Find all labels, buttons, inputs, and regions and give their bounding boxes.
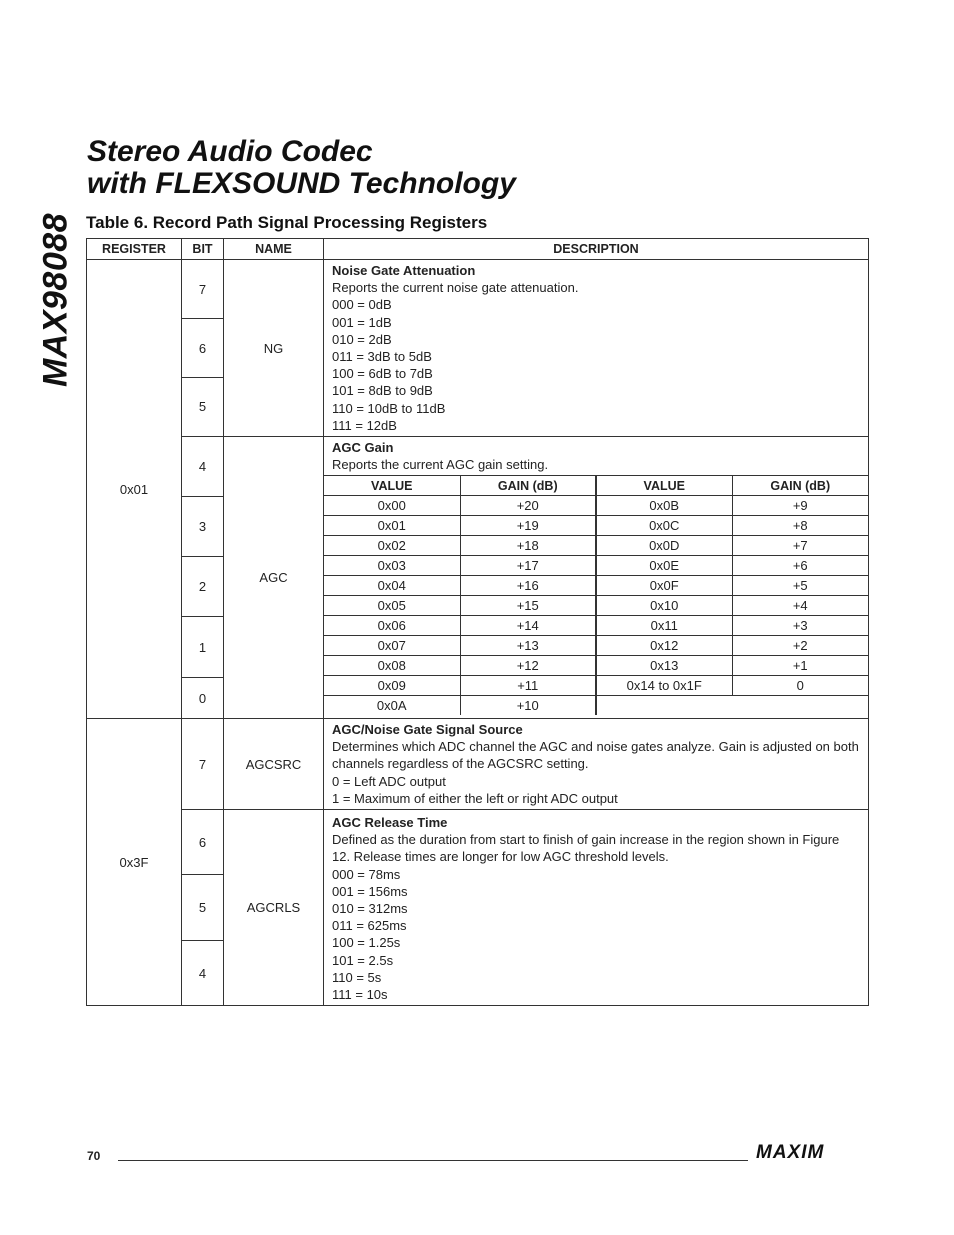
gain-value-cell: 0x01 (324, 516, 460, 536)
description-line: Determines which ADC channel the AGC and noise gates analyze. Gain is adjusted on both channels regardless of the AGCSRC setting. (332, 739, 859, 772)
gain-db-cell: +13 (460, 636, 596, 656)
description-line: 000 = 0dB (332, 297, 392, 313)
gain-table-row (324, 656, 868, 676)
side-part-number (36, 210, 76, 390)
maxim-logo-text: MAXIM (756, 1142, 825, 1163)
table-header-row (87, 239, 869, 260)
gain-value-cell: 0x0F (596, 576, 732, 596)
gain-db-cell: +5 (732, 576, 868, 596)
agc-description-head (324, 437, 868, 475)
description-line: Reports the current noise gate attenuation. (332, 280, 579, 296)
gain-table-row (324, 596, 868, 616)
gain-db-cell: +16 (460, 576, 596, 596)
bit-cell: 7 (182, 719, 224, 810)
bit-cell: 5 (182, 377, 224, 436)
description-line: 110 = 5s (332, 969, 382, 985)
gain-db-cell: +8 (732, 516, 868, 536)
gain-value-cell: 0x0B (596, 496, 732, 516)
gain-db-cell: +1 (732, 656, 868, 676)
gain-db-cell: +15 (460, 596, 596, 616)
gain-db-cell: +2 (732, 636, 868, 656)
gain-db-cell: +19 (460, 516, 596, 536)
header-description: DESCRIPTION (324, 239, 869, 260)
description-line: 001 = 1dB (332, 314, 392, 330)
description-title: Noise Gate Attenuation (332, 263, 476, 278)
description-line: 111 = 12dB (332, 417, 397, 433)
gain-db-cell: +6 (732, 556, 868, 576)
gain-table-row (324, 636, 868, 656)
bit-cell: 5 (182, 875, 224, 940)
gain-db-cell: +9 (732, 496, 868, 516)
description-line: 010 = 312ms (332, 901, 408, 917)
gain-db-cell: +14 (460, 616, 596, 636)
description-line: 111 = 10s (332, 987, 388, 1003)
gain-table-row (324, 616, 868, 636)
header-register: REGISTER (87, 239, 182, 260)
gain-table-empty-cell (596, 696, 868, 716)
gain-value-cell: 0x0E (596, 556, 732, 576)
gain-value-cell: 0x02 (324, 536, 460, 556)
description-line: 100 = 6dB to 7dB (332, 366, 433, 382)
gain-db-cell: +10 (460, 696, 596, 716)
gain-table-row (324, 536, 868, 556)
header-name: NAME (224, 239, 324, 260)
description-line: Defined as the duration from start to finish of gain increase in the region shown in Figure 12. Release times are longer for low AGC threshold levels. (332, 832, 840, 865)
name-cell: AGC (224, 437, 324, 719)
register-table (86, 238, 869, 1006)
gain-db-cell: +7 (732, 536, 868, 556)
gain-value-cell: 0x09 (324, 676, 460, 696)
table-caption: Table 6. Record Path Signal Processing Registers (86, 213, 488, 232)
register-cell: 0x3F (87, 719, 182, 1006)
gain-value-cell: 0x08 (324, 656, 460, 676)
table-row (87, 437, 869, 497)
table-row (87, 260, 869, 319)
description-title: AGC Release Time (332, 815, 448, 831)
name-cell: AGCSRC (224, 719, 324, 810)
table-row (87, 810, 869, 875)
gain-db-cell: +12 (460, 656, 596, 676)
header-bit: BIT (182, 239, 224, 260)
bit-cell: 6 (182, 810, 224, 875)
bit-cell: 3 (182, 497, 224, 557)
gain-header-value: VALUE (324, 476, 460, 496)
gain-table-header (324, 476, 868, 496)
gain-db-cell: +17 (460, 556, 596, 576)
gain-db-cell: +11 (460, 676, 596, 696)
agc-gain-table (324, 475, 868, 715)
gain-table-row (324, 556, 868, 576)
gain-db-cell: +20 (460, 496, 596, 516)
gain-db-cell: +18 (460, 536, 596, 556)
description-line: 100 = 1.25s (332, 935, 401, 951)
gain-value-cell: 0x05 (324, 596, 460, 616)
gain-table-body (324, 496, 868, 716)
register-cell: 0x01 (87, 260, 182, 719)
page-number: 70 (87, 1149, 101, 1163)
name-cell: NG (224, 260, 324, 437)
gain-header-gain: GAIN (dB) (460, 476, 596, 496)
description-line: 011 = 625ms (332, 918, 407, 934)
bit-cell: 4 (182, 940, 224, 1005)
gain-value-cell: 0x07 (324, 636, 460, 656)
gain-value-cell: 0x0D (596, 536, 732, 556)
gain-header-gain: GAIN (dB) (732, 476, 868, 496)
gain-table-row (324, 516, 868, 536)
gain-header-value: VALUE (596, 476, 732, 496)
gain-value-cell: 0x06 (324, 616, 460, 636)
description-line: 011 = 3dB to 5dB (332, 349, 432, 365)
description-cell (324, 810, 869, 1006)
footer-divider (118, 1160, 748, 1161)
gain-table-row (324, 576, 868, 596)
description-cell (324, 719, 869, 810)
gain-value-cell: 0x0C (596, 516, 732, 536)
description-line: 1 = Maximum of either the left or right ADC output (332, 790, 618, 806)
name-cell: AGCRLS (224, 810, 324, 1006)
description-line: 010 = 2dB (332, 331, 392, 347)
description-line: 110 = 10dB to 11dB (332, 400, 446, 416)
gain-table-row (324, 676, 868, 696)
gain-table-row (324, 496, 868, 516)
gain-value-cell: 0x11 (596, 616, 732, 636)
gain-db-cell: +3 (732, 616, 868, 636)
bit-cell: 2 (182, 557, 224, 617)
gain-value-cell: 0x14 to 0x1F (596, 676, 732, 696)
description-title: AGC Gain (332, 440, 394, 456)
gain-value-cell: 0x03 (324, 556, 460, 576)
bit-cell: 1 (182, 617, 224, 678)
gain-table-row (324, 696, 868, 716)
gain-db-cell: +4 (732, 596, 868, 616)
bit-cell: 4 (182, 437, 224, 497)
gain-db-cell: 0 (732, 676, 868, 696)
description-line: 0 = Left ADC output (332, 773, 446, 789)
description-line: 101 = 8dB to 9dB (332, 383, 433, 399)
gain-value-cell: 0x13 (596, 656, 732, 676)
bit-cell: 0 (182, 678, 224, 719)
gain-value-cell: 0x0A (324, 696, 460, 716)
document-title (87, 136, 516, 200)
gain-value-cell: 0x04 (324, 576, 460, 596)
table-row (87, 719, 869, 810)
bit-cell: 6 (182, 319, 224, 377)
description-line: 000 = 78ms (332, 866, 401, 882)
description-line: 101 = 2.5s (332, 952, 394, 968)
description-line: 001 = 156ms (332, 883, 408, 899)
side-part-number-text: MAX98088 (36, 212, 75, 388)
gain-value-cell: 0x00 (324, 496, 460, 516)
document-title-line-2: with FLEXSOUND Technology (87, 167, 516, 200)
description-cell (324, 260, 869, 437)
gain-value-cell: 0x12 (596, 636, 732, 656)
gain-value-cell: 0x10 (596, 596, 732, 616)
bit-cell: 7 (182, 260, 224, 319)
maxim-logo (756, 1144, 868, 1162)
description-line: Reports the current AGC gain setting. (332, 457, 549, 473)
document-title-line-1: Stereo Audio Codec (87, 135, 373, 168)
description-cell (324, 437, 869, 719)
description-title: AGC/Noise Gate Signal Source (332, 722, 523, 738)
